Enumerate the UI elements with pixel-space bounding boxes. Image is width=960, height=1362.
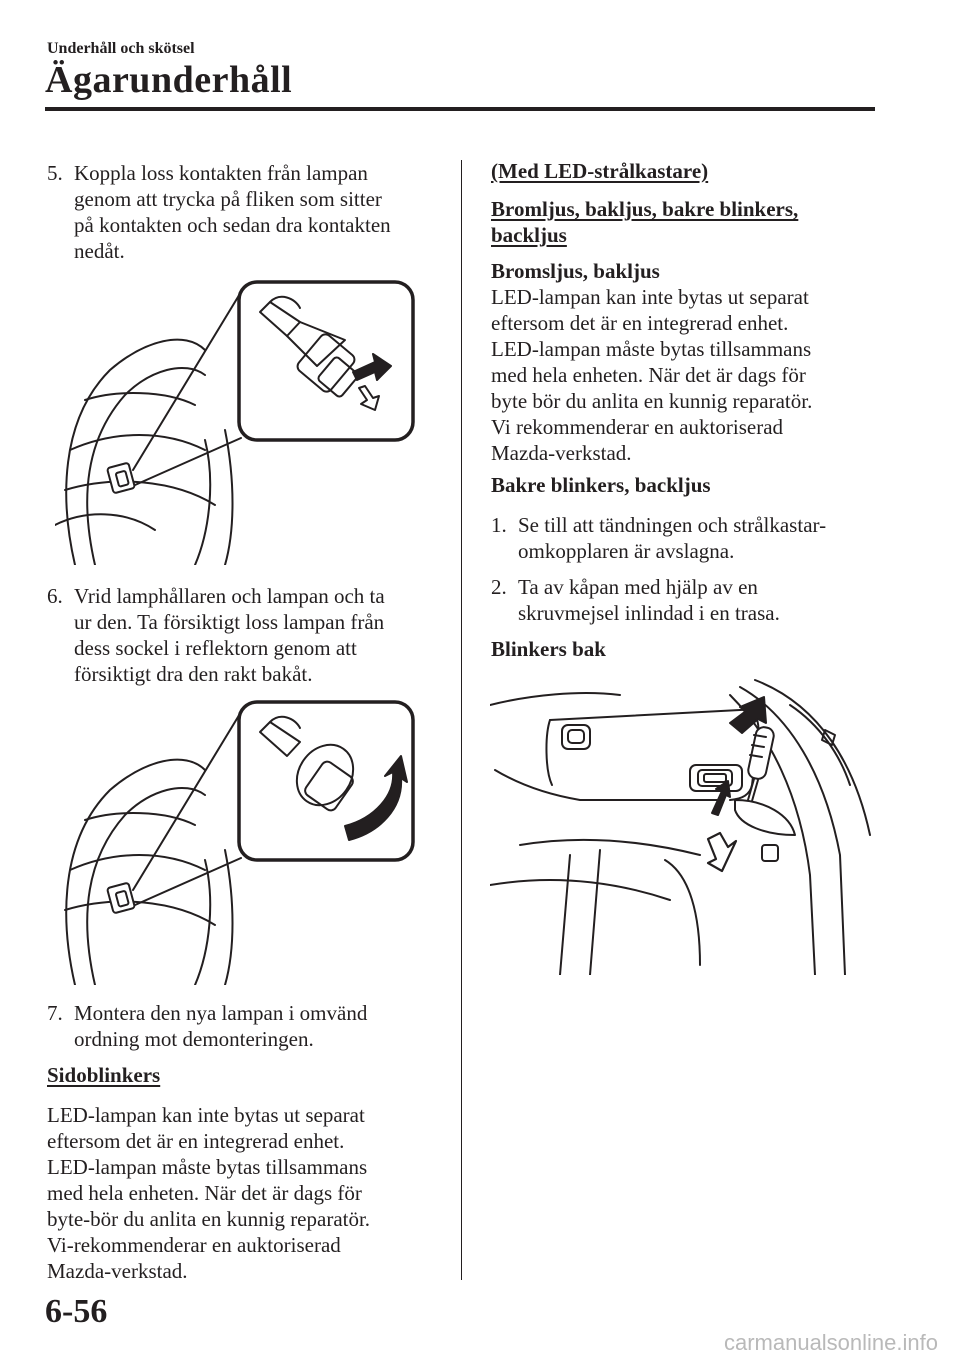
page-number: 6-56	[45, 1293, 108, 1330]
step-1	[491, 512, 891, 564]
step-number: 5.	[47, 161, 63, 185]
sidoblinkers-text: LED-lampan kan inte bytas ut separat eftersom det är en integrerad enhet. LED-lampan måste bytas tillsammans med hela enheten. När det är dags för byte-bör du anlita en kunnig reparatör. Vi-rekommenderar en auktoriserad Mazda-verkstad.	[47, 1103, 371, 1283]
step-6	[47, 583, 447, 687]
step-text: Montera den nya lampan i omvänd ordning mot demonteringen.	[74, 1001, 368, 1051]
page-title: Ägarunderhåll	[45, 59, 293, 101]
step-text: Vrid lamphållaren och lampan och ta ur den. Ta försiktigt loss lampan från dess sockel i reflektorn genom att försiktigt dra den rakt bakåt.	[74, 584, 385, 686]
illustration-holder-rotation	[55, 700, 425, 985]
brake-text: LED-lampan kan inte bytas ut separat eftersom det är en integrerad enhet. LED-lampan måste bytas tillsammans med hela enheten. När det är dags för byte bör du anlita en kunnig reparatör. Vi rekommenderar en auktoriserad Mazda-verkstad.	[491, 285, 813, 465]
illustration-connector-removal	[55, 280, 425, 565]
illustration-rear-blinker-cover	[490, 675, 875, 975]
step-number: 1.	[491, 513, 507, 537]
label-blinkers-bak: Blinkers bak	[491, 637, 606, 661]
watermark: carmanualsonline.info	[723, 1330, 938, 1355]
step-text: Se till att tändningen och strålkastar- omkopplaren är avslagna.	[518, 513, 827, 563]
step-2	[491, 574, 891, 626]
column-divider	[461, 160, 462, 1280]
step-5	[47, 160, 447, 264]
step-number: 7.	[47, 1001, 63, 1025]
step-number: 6.	[47, 584, 63, 608]
heading-sidoblinkers: Sidoblinkers	[47, 1063, 161, 1087]
heading-brake-lights: Bromljus, bakljus, bakre blinkers, backljus	[491, 197, 799, 247]
subheading-bromsljus: Bromsljus, bakljus	[491, 259, 660, 283]
header-rule	[45, 107, 875, 111]
heading-led: (Med LED-strålkastare)	[491, 159, 709, 183]
connector-icon	[107, 883, 135, 914]
step-number: 2.	[491, 575, 507, 599]
screwdriver-icon	[747, 726, 775, 801]
step-text: Ta av kåpan med hjälp av en skruvmejsel inlindad i en trasa.	[518, 575, 780, 625]
connector-icon	[107, 463, 135, 494]
step-text: Koppla loss kontakten från lampan genom att trycka på fliken som sitter på kontakten och sedan dra kontakten nedåt.	[74, 161, 391, 263]
subheading-rear-blinkers: Bakre blinkers, backljus	[491, 473, 711, 497]
section-label: Underhåll och skötsel	[47, 40, 195, 57]
step-7	[47, 1000, 447, 1052]
